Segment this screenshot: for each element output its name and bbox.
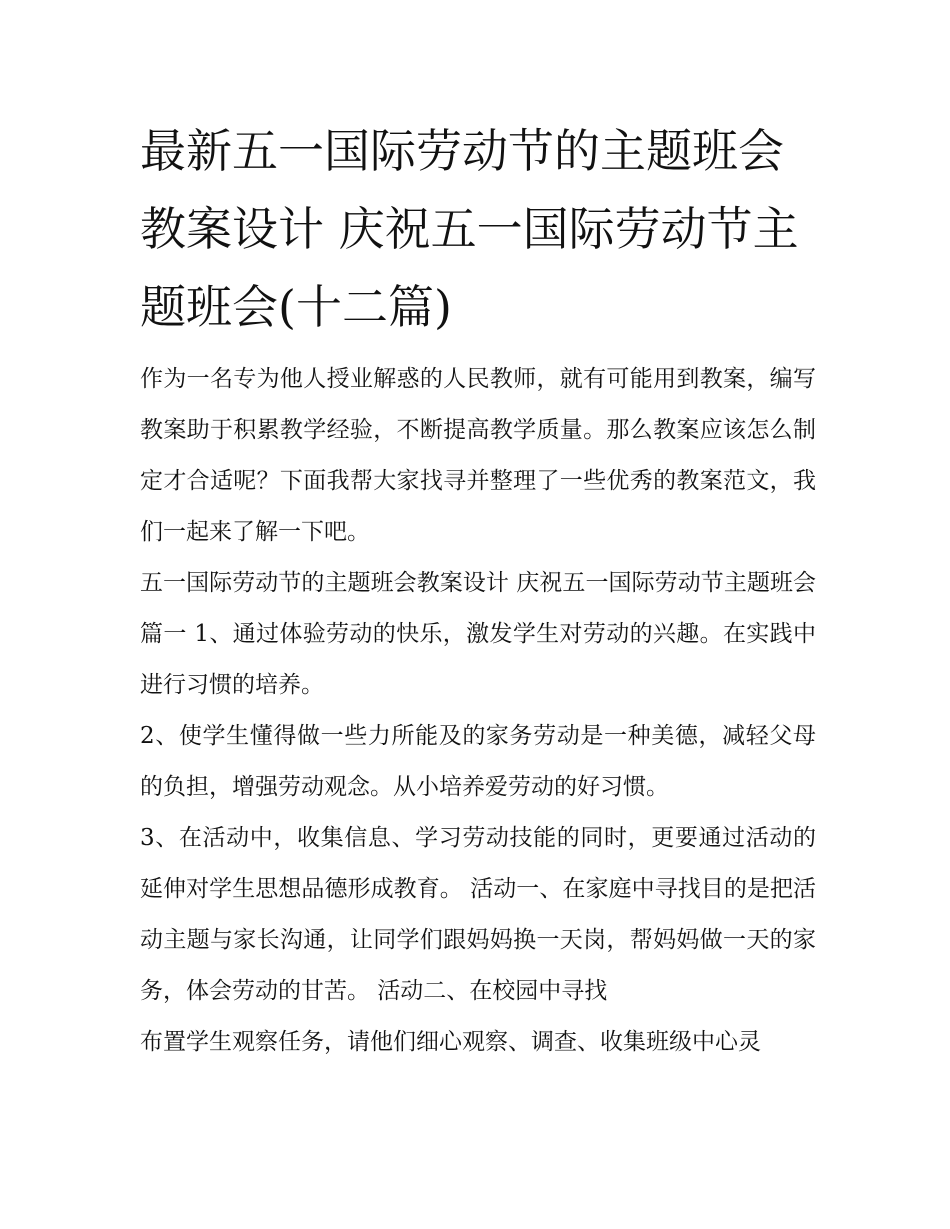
paragraph-lesson-goal-1: 五一国际劳动节的主题班会教案设计 庆祝五一国际劳动节主题班会篇一 1、通过体验劳动的快乐，激发学生对劳动的兴趣。在实践中进行习惯的培养。 (140, 570, 816, 698)
paragraph-observation-task: 布置学生观察任务，请他们细心观察、调查、收集班级中心灵 (140, 1029, 761, 1055)
paragraph-lesson-goal-2: 2、使学生懂得做一些力所能及的家务劳动是一种美德，减轻父母的负担，增强劳动观念。从小培养爱劳动的好习惯。 (140, 723, 816, 800)
document-title: 最新五一国际劳动节的主题班会教案设计 庆祝五一国际劳动节主题班会(十二篇) (140, 124, 799, 334)
paragraph-lesson-goal-3: 3、在活动中，收集信息、学习劳动技能的同时，更要通过活动的延伸对学生思想品德形成教育。 活动一、在家庭中寻找目的是把活动主题与家长沟通，让同学们跟妈妈换一天岗，帮妈妈做一天的家务，体会劳动的甘苦。 活动二、在校园中寻找 (140, 825, 816, 1004)
paragraph-intro: 作为一名专为他人授业解惑的人民教师，就有可能用到教案，编写教案助于积累教学经验，不断提高教学质量。那么教案应该怎么制定才合适呢？下面我帮大家找寻并整理了一些优秀的教案范文，我们一起来了解一下吧。 (140, 366, 816, 545)
document-body (140, 112, 816, 1068)
